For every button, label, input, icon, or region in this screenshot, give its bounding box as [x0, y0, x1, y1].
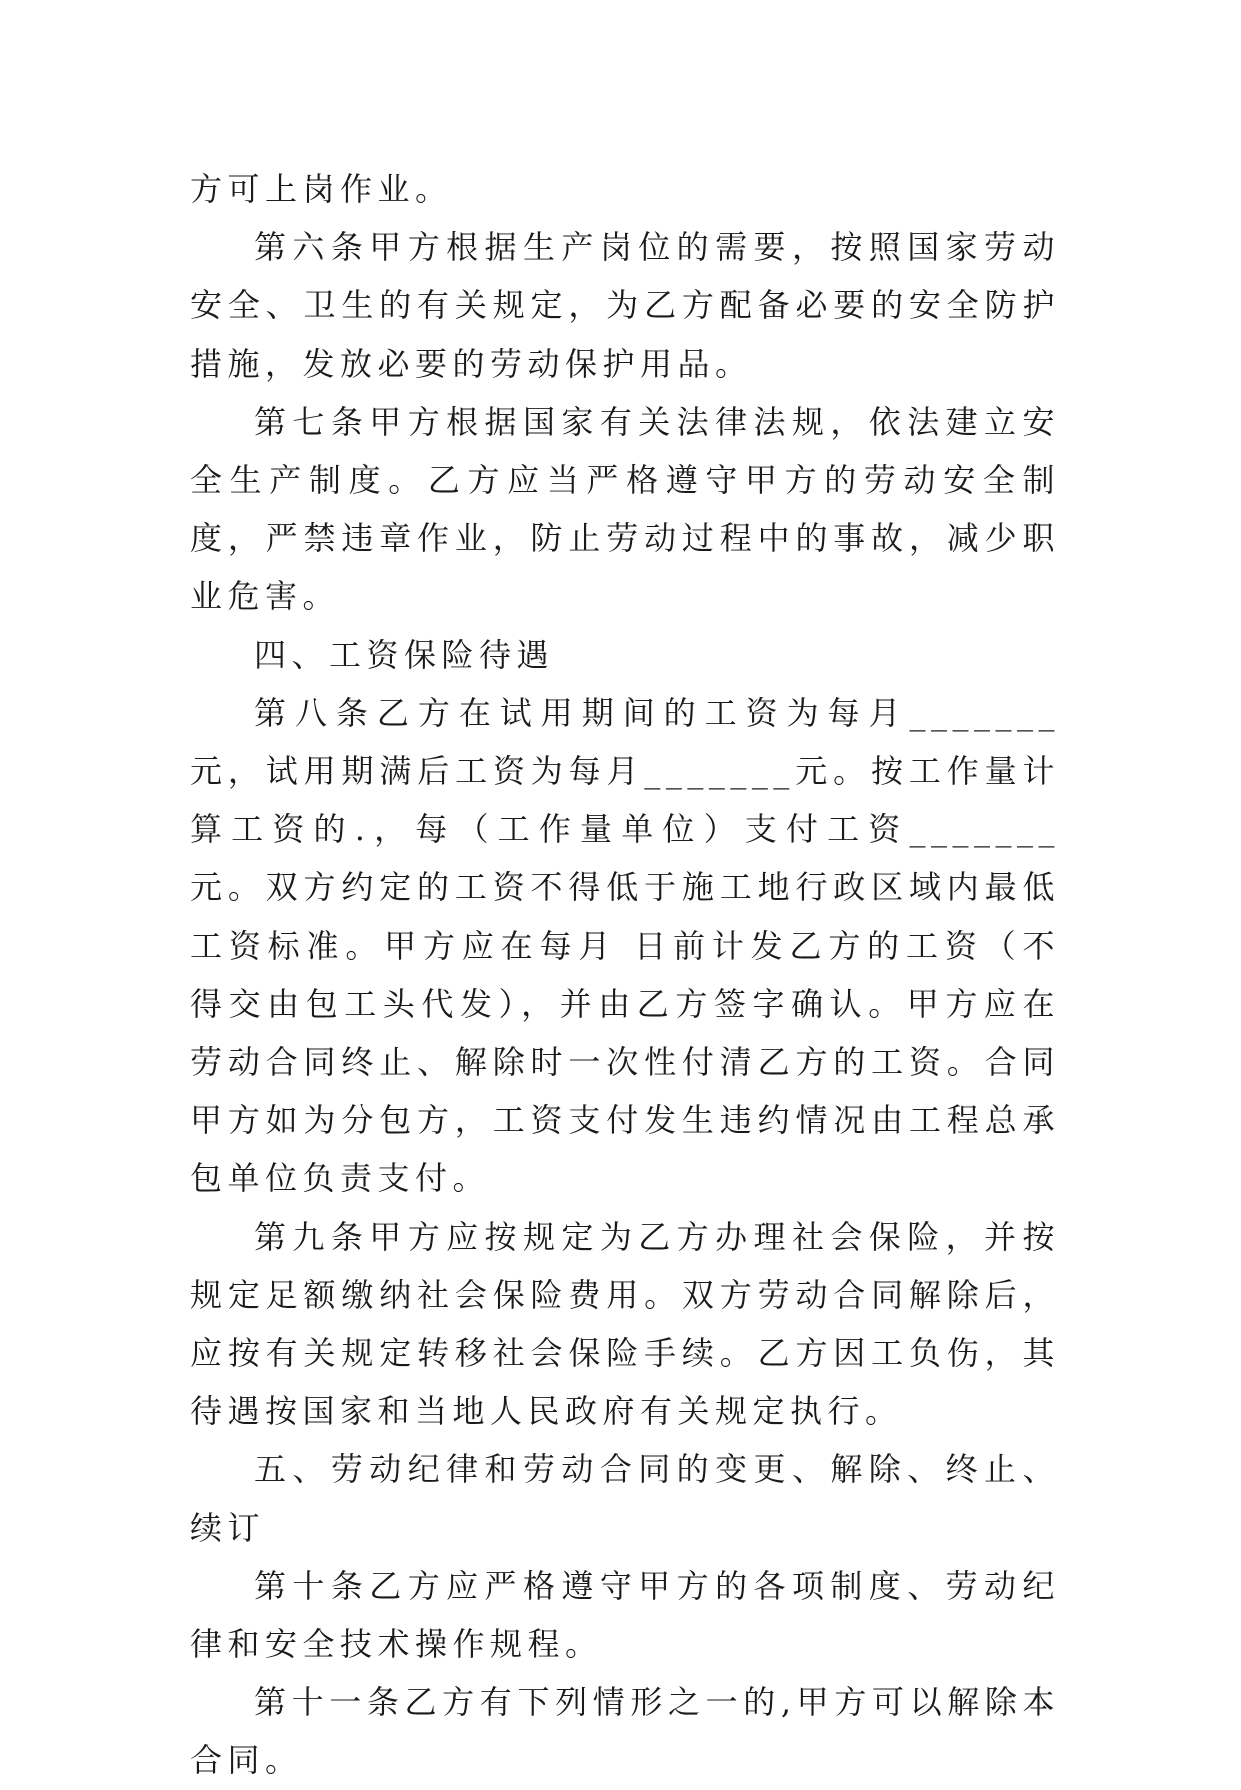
paragraph-article-11: 第十一条乙方有下列情形之一的,甲方可以解除本合同。 [190, 1683, 1060, 1780]
paragraph-continuation: 方可上岗作业。 [190, 170, 453, 208]
section-heading-wages-insurance: 四、工资保险待遇 [254, 635, 555, 674]
paragraph-article-7: 第七条甲方根据国家有关法律法规，依法建立安全生产制度。乙方应当严格遵守甲方的劳动安全制度，严禁违章作业，防止劳动过程中的事故，减少职业危害。 [190, 402, 1060, 616]
contract-body [190, 160, 1060, 1790]
section-heading-labor-discipline: 五、劳动纪律和劳动合同的变更、解除、终止、续订 [190, 1450, 1060, 1547]
paragraph-article-8: 第八条乙方在试用期间的工资为每月_______元，试用期满后工资为每月_______元。按工作量计算工资的.，每（工作量单位）支付工资_______元。双方约定的工资不得低于施工地行政区域内最低工资标准。甲方应在每月 日前计发乙方的工资（不得交由包工头代发），并由乙方签字确认。甲方应在劳动合同终止、解除时一次性付清乙方的工资。合同甲方如为分包方，工资支付发生违约情况由工程总承包单位负责支付。 [190, 693, 1060, 1198]
paragraph-article-6: 第六条甲方根据生产岗位的需要，按照国家劳动安全、卫生的有关规定，为乙方配备必要的安全防护措施，发放必要的劳动保护用品。 [190, 228, 1060, 383]
paragraph-article-9: 第九条甲方应按规定为乙方办理社会保险，并按规定足额缴纳社会保险费用。双方劳动合同解除后，应按有关规定转移社会保险手续。乙方因工负伤，其待遇按国家和当地人民政府有关规定执行。 [190, 1217, 1060, 1431]
paragraph-article-10: 第十条乙方应严格遵守甲方的各项制度、劳动纪律和安全技术操作规程。 [190, 1566, 1060, 1664]
